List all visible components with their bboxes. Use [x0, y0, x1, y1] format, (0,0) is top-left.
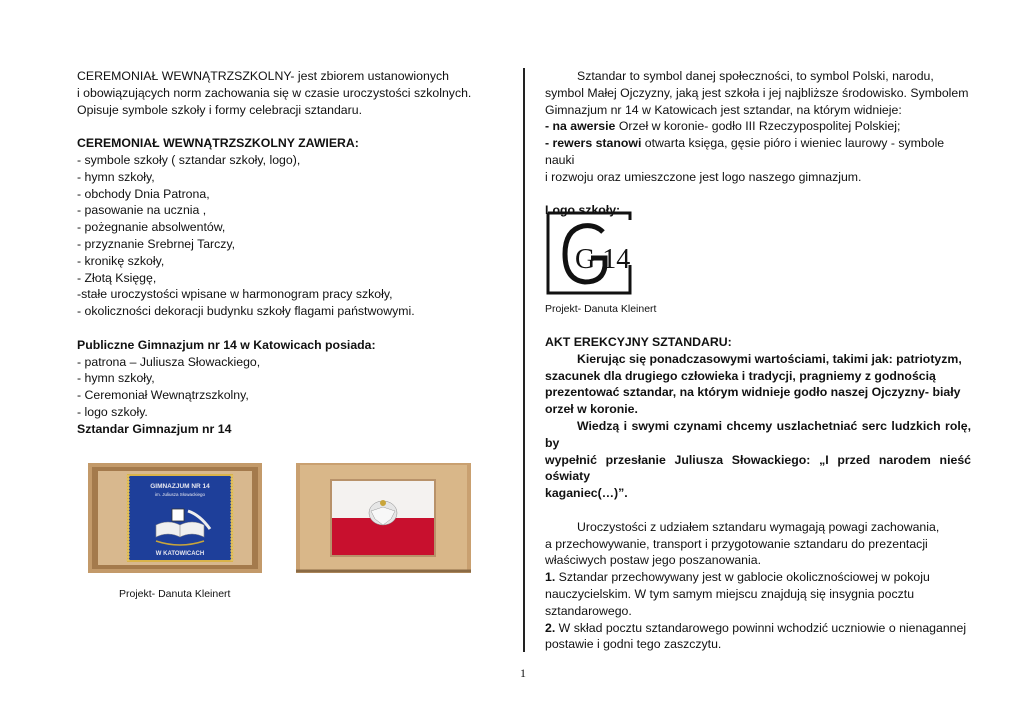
section-heading: Publiczne Gimnazjum nr 14 w Katowicach posiada:: [77, 337, 376, 352]
item-number: 2.: [545, 620, 556, 635]
list-item: - hymn szkoły,: [77, 169, 155, 184]
section-heading: Sztandar Gimnazjum nr 14: [77, 421, 232, 436]
logo-heading: Logo szkoły:: [545, 203, 621, 218]
banner-front-text: GIMNAZJUM NR 14: [150, 483, 210, 490]
banner-front-photo: [88, 463, 262, 573]
list-item: - hymn szkoły,: [77, 371, 155, 386]
intro-line: CEREMONIAŁ WEWNĄTRZSZKOLNY- jest zbiorem ustanowionych: [77, 69, 449, 83]
banner-front-text: W KATOWICACH: [155, 551, 205, 557]
logo-text: G 14: [575, 244, 631, 275]
banner-front-text: im. Juliusza Słowackiego: [154, 492, 206, 497]
numbered-item: [545, 569, 971, 586]
paragraph-line: Uroczystości z udziałem sztandaru wymagają powagi zachowania,: [577, 519, 940, 534]
rewers-text: otwarta księga, gęsie pióro i wieniec laurowy - symbole nauki: [545, 136, 945, 167]
awers-text: Orzeł w koronie- godło III Rzeczypospolitej Polskiej;: [615, 119, 901, 134]
list-item: - symbole szkoły ( sztandar szkoły, logo),: [77, 152, 301, 167]
column-divider: [523, 68, 525, 652]
left-column: [77, 68, 477, 438]
paragraph-line: sztandarowego.: [545, 603, 632, 618]
akt-line: Kierując się ponadczasowymi wartościami, takimi jak: patriotyzm,: [577, 351, 962, 366]
banner-photos: [88, 463, 478, 573]
awers-line: [545, 118, 971, 135]
photo-caption: Projekt- Danuta Kleinert: [119, 588, 231, 600]
list-item: -stałe uroczystości wpisane w harmonogram pracy szkoły,: [77, 287, 393, 302]
akt-line: wypełnić przesłanie Juliusza Słowackiego: „I przed narodem nieść oświaty: [545, 452, 971, 484]
item-text: Sztandar przechowywany jest w gablocie okolicznościowej w pokoju: [555, 570, 930, 585]
akt-line: prezentować sztandar, na którym widnieje godło naszej Ojczyzny- biały: [545, 385, 961, 400]
intro-line: i obowiązujących norm zachowania się w czasie uroczystości szkolnych.: [77, 85, 472, 100]
list-item: - przyznanie Srebrnej Tarczy,: [77, 236, 236, 251]
paragraph-line: postawie i godni tego zaszczytu.: [545, 637, 722, 652]
page-number: 1: [520, 666, 526, 680]
school-logo: [545, 210, 633, 296]
paragraph-line: Gimnazjum nr 14 w Katowicach jest sztandar, na którym widnieje:: [545, 102, 902, 117]
paragraph-line: symbol Małej Ojczyzny, jaką jest szkoła i jej najbliższe środowisko. Symbolem: [545, 85, 969, 100]
section-heading: CEREMONIAŁ WEWNĄTRZSZKOLNY ZAWIERA:: [77, 136, 359, 151]
right-column: [545, 68, 971, 219]
list-item: - Złotą Księgę,: [77, 270, 157, 285]
awers-label: - na awersie: [545, 119, 616, 134]
paragraph-line: nauczycielskim. W tym samym miejscu znajdują się insygnia pocztu: [545, 586, 915, 601]
list-item: - obchody Dnia Patrona,: [77, 186, 210, 201]
list-item: - kronikę szkoły,: [77, 253, 165, 268]
list-item: - okoliczności dekoracji budynku szkoły flagami państwowymi.: [77, 304, 415, 319]
rewers-label: - rewers stanowi: [545, 136, 642, 151]
item-text: W skład pocztu sztandarowego powinni wchodzić uczniowie o nienagannej: [555, 620, 967, 635]
akt-section: [545, 334, 971, 653]
numbered-item: [545, 620, 971, 637]
akt-line: kaganiec(…)”.: [545, 486, 628, 501]
paragraph-line: a przechowywanie, transport i przygotowanie sztandaru do prezentacji: [545, 536, 928, 551]
list-item: - pożegnanie absolwentów,: [77, 220, 226, 235]
section-heading: AKT EREKCYJNY SZTANDARU:: [545, 335, 732, 349]
logo-caption: Projekt- Danuta Kleinert: [545, 303, 657, 315]
intro-line: Opisuje symbole szkoły i formy celebracji sztandaru.: [77, 102, 362, 117]
paragraph-line: i rozwoju oraz umieszczone jest logo naszego gimnazjum.: [545, 169, 862, 184]
list-item: - pasowanie na ucznia ,: [77, 203, 207, 218]
list-item: - Ceremoniał Wewnątrzszkolny,: [77, 388, 249, 403]
paragraph-line: właściwych postaw jego poszanowania.: [545, 553, 761, 568]
akt-line: szacunek dla drugiego człowieka i tradycji, pragniemy z godnością: [545, 368, 936, 383]
item-number: 1.: [545, 570, 556, 585]
rewers-line: [545, 135, 971, 169]
akt-line: Wiedzą i swymi czynami chcemy uszlachetniać serc ludzkich rolę, by: [545, 418, 971, 450]
paragraph-line: Sztandar to symbol danej społeczności, to symbol Polski, narodu,: [577, 69, 934, 83]
banner-back-photo: [296, 463, 471, 573]
akt-line: orzeł w koronie.: [545, 402, 638, 417]
list-item: - patrona – Juliusza Słowackiego,: [77, 354, 261, 369]
list-item: - logo szkoły.: [77, 404, 148, 419]
